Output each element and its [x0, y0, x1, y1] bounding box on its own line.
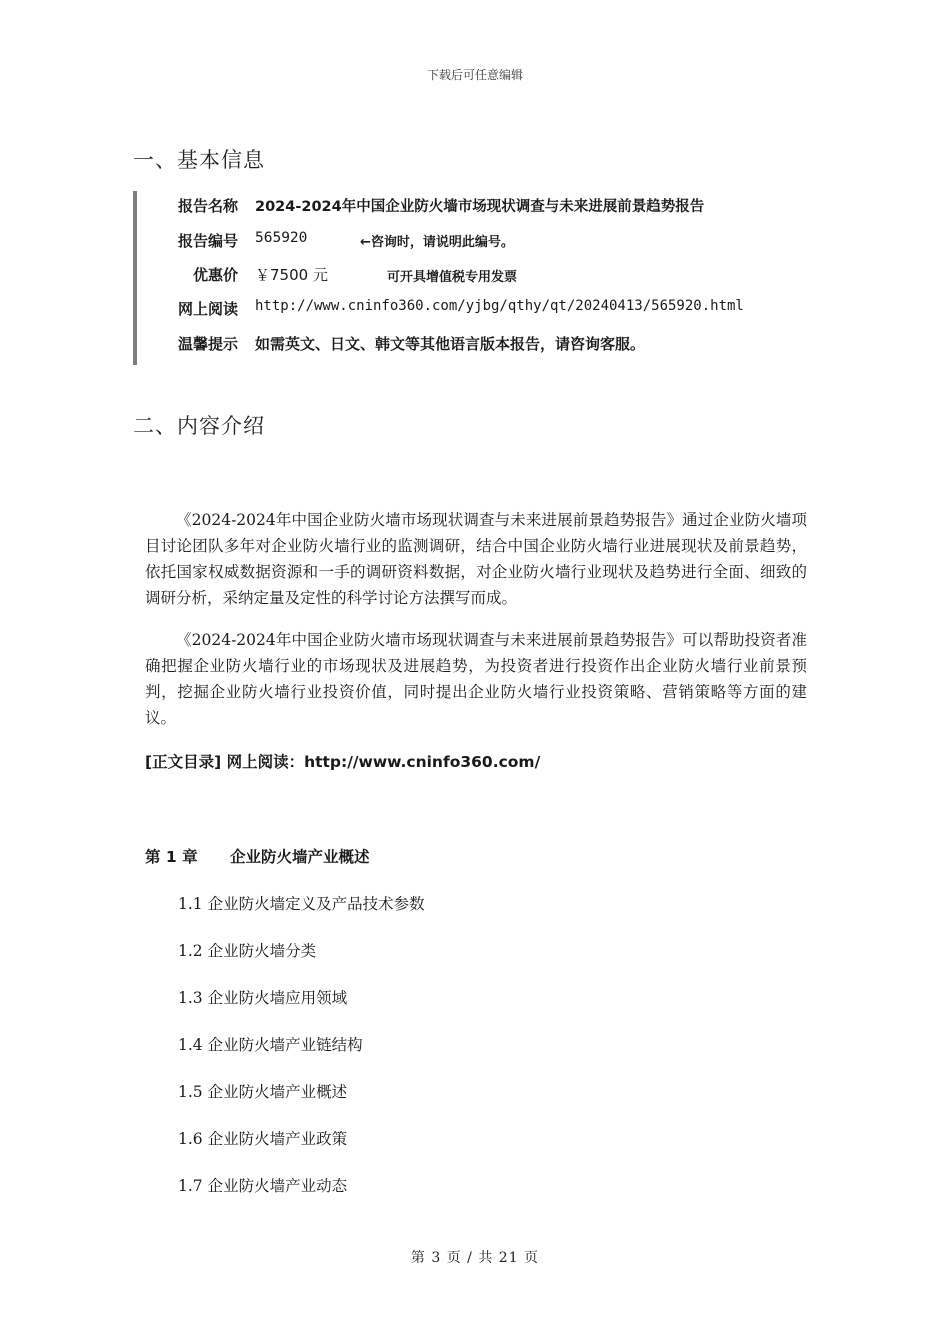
section-title-content: 二、内容介绍	[133, 414, 265, 438]
info-row-price	[166, 264, 806, 288]
info-value-price: ￥7500 元	[255, 266, 328, 284]
info-label-price: 优惠价	[192, 266, 238, 284]
info-note-price: 可开具增值税专用发票	[387, 270, 518, 285]
toc-item: 1.7 企业防火墙产业动态	[178, 1177, 348, 1195]
info-value-report-name: 2024-2024年中国企业防火墙市场现状调查与未来进展前景趋势报告	[255, 199, 705, 215]
section-title-basic-info: 一、基本信息	[133, 148, 265, 172]
page-number-footer: 第 3 页 / 共 21 页	[410, 1250, 540, 1266]
toc-online-read-link[interactable]: [正文目录] 网上阅读：http://www.cninfo360.com/	[145, 753, 541, 771]
header-note: 下载后可任意编辑	[426, 68, 523, 82]
toc-item: 1.2 企业防火墙分类	[178, 942, 317, 960]
chapter-heading	[145, 845, 545, 869]
info-row-report-name	[166, 195, 806, 219]
info-row-report-code	[166, 230, 806, 254]
info-value-tip: 如需英文、日文、韩文等其他语言版本报告，请咨询客服。	[255, 335, 646, 353]
intro-paragraph-2: 《2024-2024年中国企业防火墙市场现状调查与未来进展前景趋势报告》可以帮助投资者准确把握企业防火墙行业的市场现状及进展趋势，为投资者进行投资作出企业防火墙行业前景预判，挖掘企业防火墙行业投资价值，同时提出企业防火墙行业投资策略、营销策略等方面的建议。	[145, 631, 807, 727]
info-value-online-read-link[interactable]: http://www.cninfo360.com/yjbg/qthy/qt/20240413/565920.html	[255, 298, 744, 314]
toc-item: 1.1 企业防火墙定义及产品技术参数	[178, 895, 425, 913]
info-block-bar	[133, 191, 137, 365]
toc-item: 1.6 企业防火墙产业政策	[178, 1130, 348, 1148]
chapter-title: 企业防火墙产业概述	[230, 848, 370, 866]
info-label-report-name: 报告名称	[177, 197, 238, 215]
info-label-tip: 温馨提示	[177, 335, 238, 353]
toc-item: 1.3 企业防火墙应用领域	[178, 989, 348, 1007]
toc-item: 1.5 企业防火墙产业概述	[178, 1083, 348, 1101]
info-row-tip	[166, 333, 806, 357]
toc-item: 1.4 企业防火墙产业链结构	[178, 1036, 363, 1054]
info-note-report-code: ←咨询时，请说明此编号。	[360, 235, 514, 250]
intro-paragraph-1: 《2024-2024年中国企业防火墙市场现状调查与未来进展前景趋势报告》通过企业防火墙项目讨论团队多年对企业防火墙行业的监测调研，结合中国企业防火墙行业进展现状及前景趋势，依托国家权威数据资源和一手的调研资料数据，对企业防火墙行业现状及趋势进行全面、细致的调研分析，采纳定量及定性的科学讨论方法撰写而成。	[145, 511, 807, 607]
info-value-report-code: 565920	[255, 230, 308, 246]
info-label-online-read: 网上阅读	[177, 300, 238, 318]
chapter-number: 第 1 章	[145, 848, 198, 866]
info-label-report-code: 报告编号	[177, 232, 238, 250]
info-row-online-read	[166, 298, 806, 322]
